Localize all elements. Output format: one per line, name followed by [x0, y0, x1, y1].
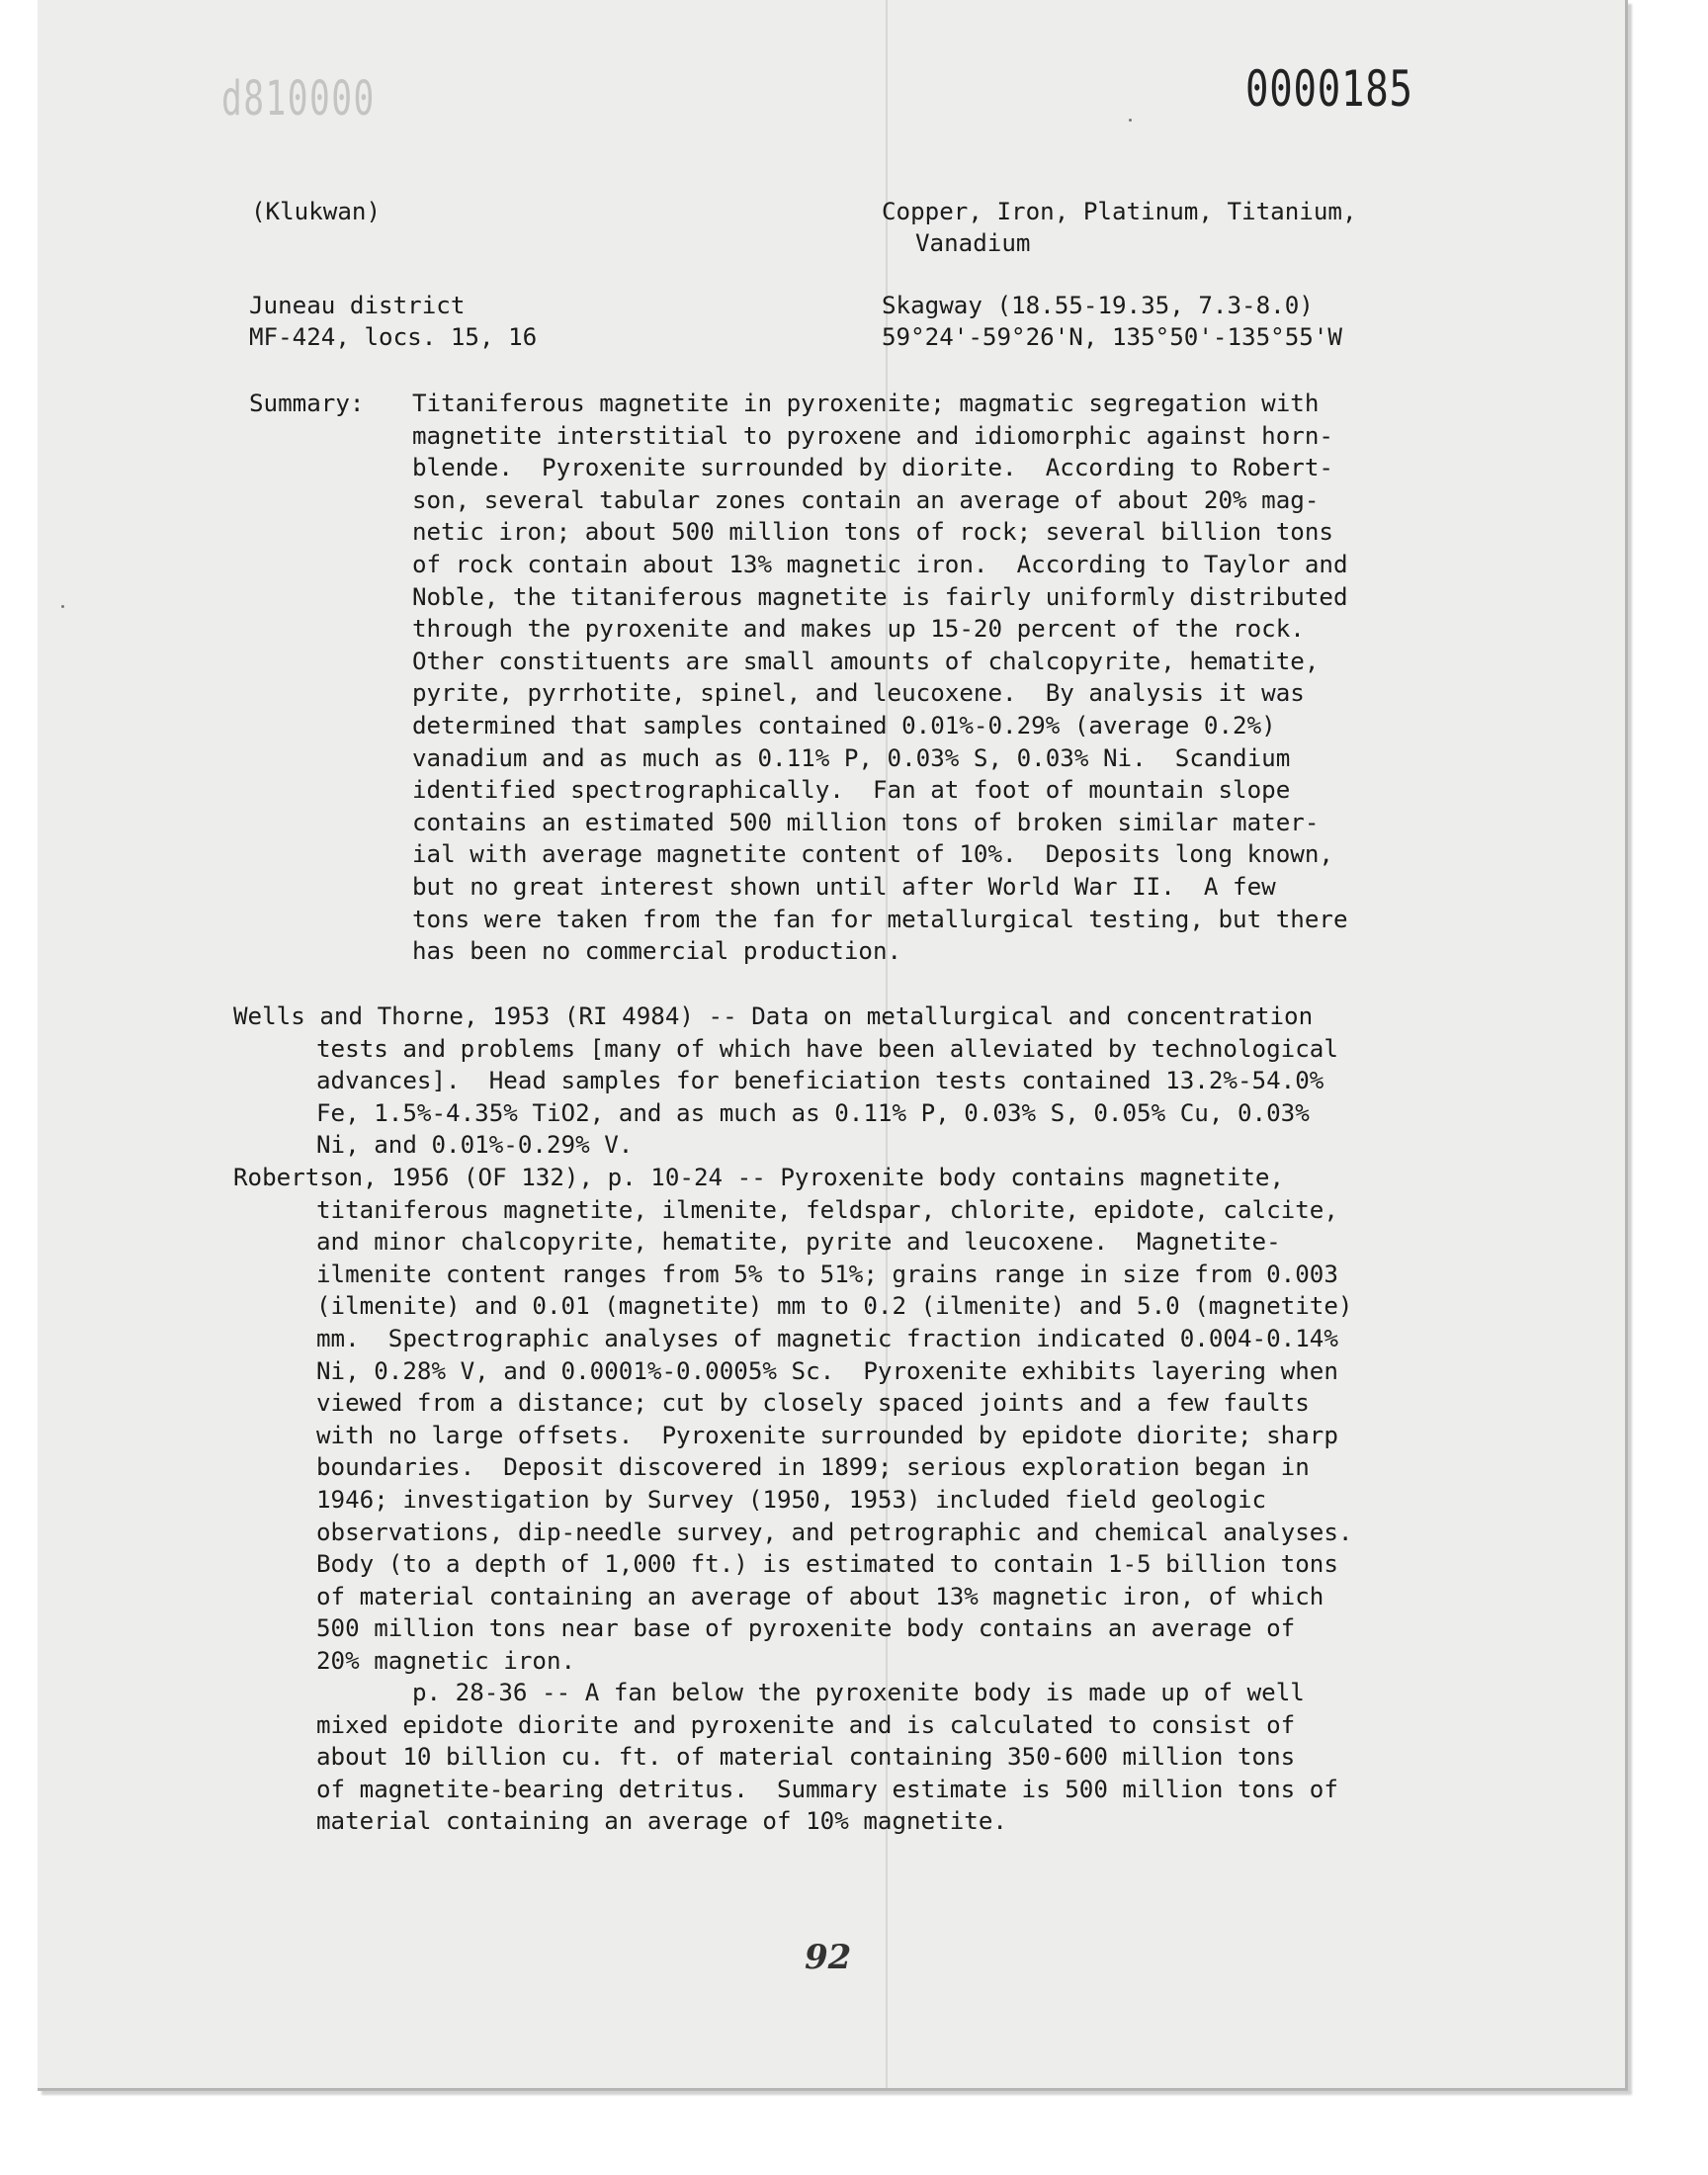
commodities-line-2: Vanadium — [915, 229, 1031, 257]
text-line: of rock contain about 13% magnetic iron. According to Taylor and — [412, 550, 1348, 578]
map-reference: MF-424, locs. 15, 16 — [249, 323, 538, 351]
text-line: advances]. Head samples for beneficiation tests contained 13.2%-54.0% — [316, 1067, 1324, 1095]
text-line: and minor chalcopyrite, hematite, pyrite and leucoxene. Magnetite- — [316, 1228, 1281, 1257]
text-line: Ni, 0.28% V, and 0.0001%-0.0005% Sc. Pyroxenite exhibits layering when — [316, 1356, 1338, 1385]
deposit-name: (Klukwan) — [251, 198, 382, 225]
text-line: mm. Spectrographic analyses of magnetic fraction indicated 0.004-0.14% — [316, 1324, 1338, 1352]
text-line: Noble, the titaniferous magnetite is fairly uniformly distributed — [412, 582, 1348, 611]
text-line: of material containing an average of about 13% magnetic iron, of which — [316, 1582, 1324, 1610]
text-line: Other constituents are small amounts of chalcopyrite, hematite, — [412, 647, 1320, 675]
text-line: ial with average magnetite content of 10%. Deposits long known, — [412, 840, 1333, 869]
reference-robertson-p28 — [316, 1677, 1338, 1838]
quadrangle: Skagway (18.55-19.35, 7.3-8.0) — [882, 292, 1314, 319]
district: Juneau district — [249, 292, 466, 319]
text-line: (ilmenite) and 0.01 (magnetite) mm to 0.2 (ilmenite) and 5.0 (magnetite) — [316, 1292, 1353, 1321]
text-line: pyrite, pyrrhotite, spinel, and leucoxene. By analysis it was — [412, 679, 1305, 708]
text-line: has been no commercial production. — [412, 937, 902, 966]
reference-first-line: p. 28-36 -- A fan below the pyroxenite body is made up of well — [412, 1679, 1305, 1706]
text-line: of magnetite-bearing detritus. Summary estimate is 500 million tons of — [316, 1775, 1338, 1803]
text-line: vanadium and as much as 0.11% P, 0.03% S, 0.03% Ni. Scandium — [412, 743, 1291, 772]
coordinates: 59°24'-59°26'N, 135°50'-135°55'W — [882, 323, 1342, 351]
text-line: contains an estimated 500 million tons of broken similar mater- — [412, 808, 1320, 836]
text-line: 20% magnetic iron. — [316, 1646, 576, 1675]
text-line: tons were taken from the fan for metallurgical testing, but there — [412, 905, 1348, 933]
text-line: 1946; investigation by Survey (1950, 1953) included field geologic — [316, 1485, 1267, 1514]
reference-first-line: Wells and Thorne, 1953 (RI 4984) -- Data on metallurgical and concentration — [233, 1002, 1314, 1030]
text-line: Ni, and 0.01%-0.29% V. — [316, 1131, 634, 1160]
text-line: son, several tabular zones contain an average of about 20% mag- — [412, 485, 1320, 514]
text-line: netic iron; about 500 million tons of rock; several billion tons — [412, 518, 1333, 547]
text-line: titaniferous magnetite, ilmenite, feldspar, chlorite, epidote, calcite, — [316, 1195, 1338, 1224]
text-line: 500 million tons near base of pyroxenite body contains an average of — [316, 1614, 1296, 1643]
text-line: but no great interest shown until after World War II. A few — [412, 872, 1276, 901]
text-line: Body (to a depth of 1,000 ft.) is estimated to contain 1-5 billion tons — [316, 1550, 1338, 1579]
text-line: about 10 billion cu. ft. of material containing 350-600 million tons — [316, 1743, 1296, 1772]
speck — [1129, 119, 1132, 122]
reference-robertson — [233, 1162, 1352, 1678]
summary-paragraph — [412, 388, 1348, 968]
commodities-line-1: Copper, Iron, Platinum, Titanium, — [882, 198, 1357, 225]
text-line: identified spectrographically. Fan at foot of mountain slope — [412, 776, 1291, 805]
document-number: 0000185 — [1245, 60, 1413, 118]
text-line: viewed from a distance; cut by closely spaced joints and a few faults — [316, 1389, 1310, 1418]
document-page — [38, 0, 1628, 2091]
text-line: Fe, 1.5%-4.35% TiO2, and as much as 0.11% P, 0.03% S, 0.05% Cu, 0.03% — [316, 1098, 1310, 1127]
text-line: mixed epidote diorite and pyroxenite and is calculated to consist of — [316, 1710, 1296, 1739]
text-line: material containing an average of 10% magnetite. — [316, 1807, 1007, 1836]
page-number: 92 — [805, 1938, 852, 1977]
text-line: through the pyroxenite and makes up 15-20 percent of the rock. — [412, 615, 1305, 644]
reference-wells-thorne — [233, 1000, 1338, 1162]
text-line: Titaniferous magnetite in pyroxenite; magmatic segregation with — [412, 390, 1320, 417]
text-line: observations, dip-needle survey, and petrographic and chemical analyses. — [316, 1518, 1353, 1546]
summary-label: Summary: — [249, 390, 365, 417]
faint-stamp-number: d810000 — [221, 71, 376, 127]
text-line: blende. Pyroxenite surrounded by diorite. According to Robert- — [412, 454, 1333, 482]
text-line: tests and problems [many of which have been alleviated by technological — [316, 1034, 1338, 1063]
reference-first-line: Robertson, 1956 (OF 132), p. 10-24 -- Pyroxenite body contains magnetite, — [233, 1164, 1285, 1191]
text-line: magnetite interstitial to pyroxene and idiomorphic against horn- — [412, 421, 1333, 450]
speck — [61, 605, 64, 608]
text-line: boundaries. Deposit discovered in 1899; serious exploration began in — [316, 1453, 1310, 1482]
text-line: with no large offsets. Pyroxenite surrounded by epidote diorite; sharp — [316, 1421, 1338, 1449]
text-line: ilmenite content ranges from 5% to 51%; grains range in size from 0.003 — [316, 1260, 1338, 1288]
text-line: determined that samples contained 0.01%-0.29% (average 0.2%) — [412, 711, 1276, 740]
